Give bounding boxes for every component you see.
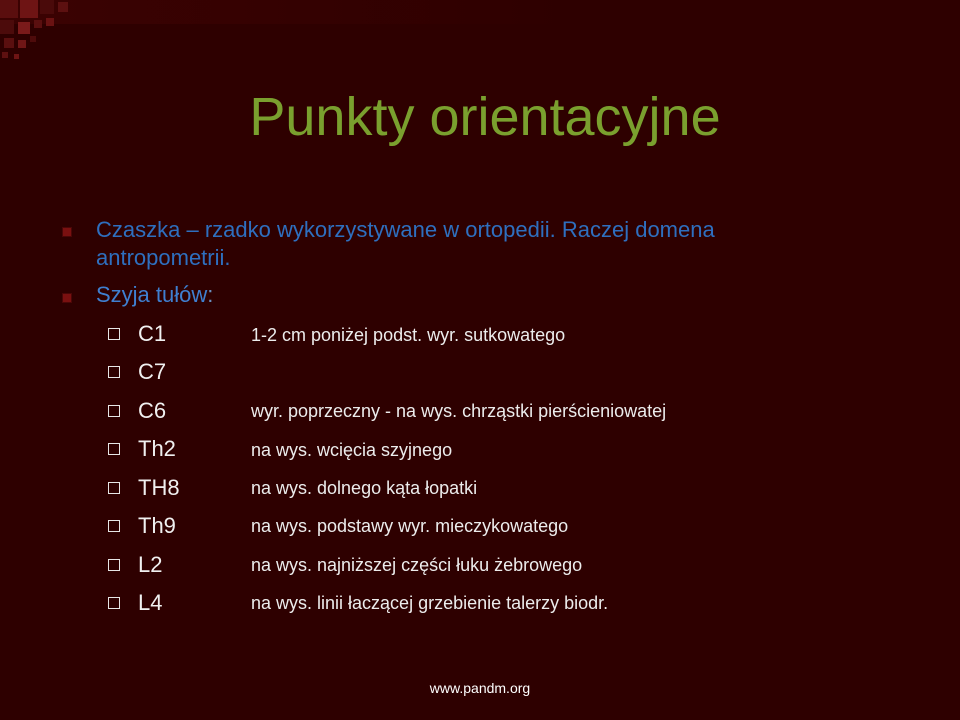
landmark-code: Th9 (138, 513, 176, 538)
footer-url: www.pandm.org (429, 680, 531, 696)
landmark-desc: na wys. najniższej części łuku żebrowego (251, 555, 583, 575)
filled-square-bullet-icon (62, 293, 72, 303)
landmark-desc: wyr. poprzeczny - na wys. chrząstki pierścieniowatej (251, 401, 667, 421)
bullet-text-czaszka-line1: Czaszka – rzadko wykorzystywane w ortopedii. Raczej domena (96, 217, 715, 242)
bullet-label-szyja: Szyja tułów (96, 282, 208, 307)
landmark-desc: na wys. linii łaczącej grzebienie talerzy biodr. (251, 593, 609, 613)
top-decorative-band (0, 0, 960, 24)
hollow-square-bullet-icon (108, 405, 120, 417)
landmark-desc: na wys. podstawy wyr. mieczykowatego (251, 516, 569, 536)
hollow-square-bullet-icon (108, 559, 120, 571)
hollow-square-bullet-icon (108, 443, 120, 455)
bullet-colon: : (207, 282, 214, 307)
landmark-code: C1 (138, 321, 167, 346)
slide-title: Punkty orientacyjne (249, 87, 721, 147)
bullet-text-szyja (96, 281, 213, 309)
hollow-square-bullet-icon (108, 520, 120, 532)
filled-square-bullet-icon (62, 227, 72, 237)
corner-pattern-icon (0, 0, 80, 62)
landmark-code: C7 (138, 359, 167, 384)
landmark-desc: na wys. wcięcia szyjnego (251, 440, 453, 460)
hollow-square-bullet-icon (108, 366, 120, 378)
landmark-desc: 1-2 cm poniżej podst. wyr. sutkowatego (251, 325, 566, 345)
hollow-square-bullet-icon (108, 597, 120, 609)
hollow-square-bullet-icon (108, 328, 120, 340)
landmark-code: C6 (138, 398, 167, 423)
bullet-text-czaszka-line2: antropometrii. (96, 245, 231, 270)
hollow-square-bullet-icon (108, 482, 120, 494)
landmark-desc: na wys. dolnego kąta łopatki (251, 478, 478, 498)
landmark-code: L2 (138, 552, 163, 577)
landmark-code: L4 (138, 590, 163, 615)
landmark-code: Th2 (138, 436, 176, 461)
landmark-code: TH8 (138, 475, 180, 500)
